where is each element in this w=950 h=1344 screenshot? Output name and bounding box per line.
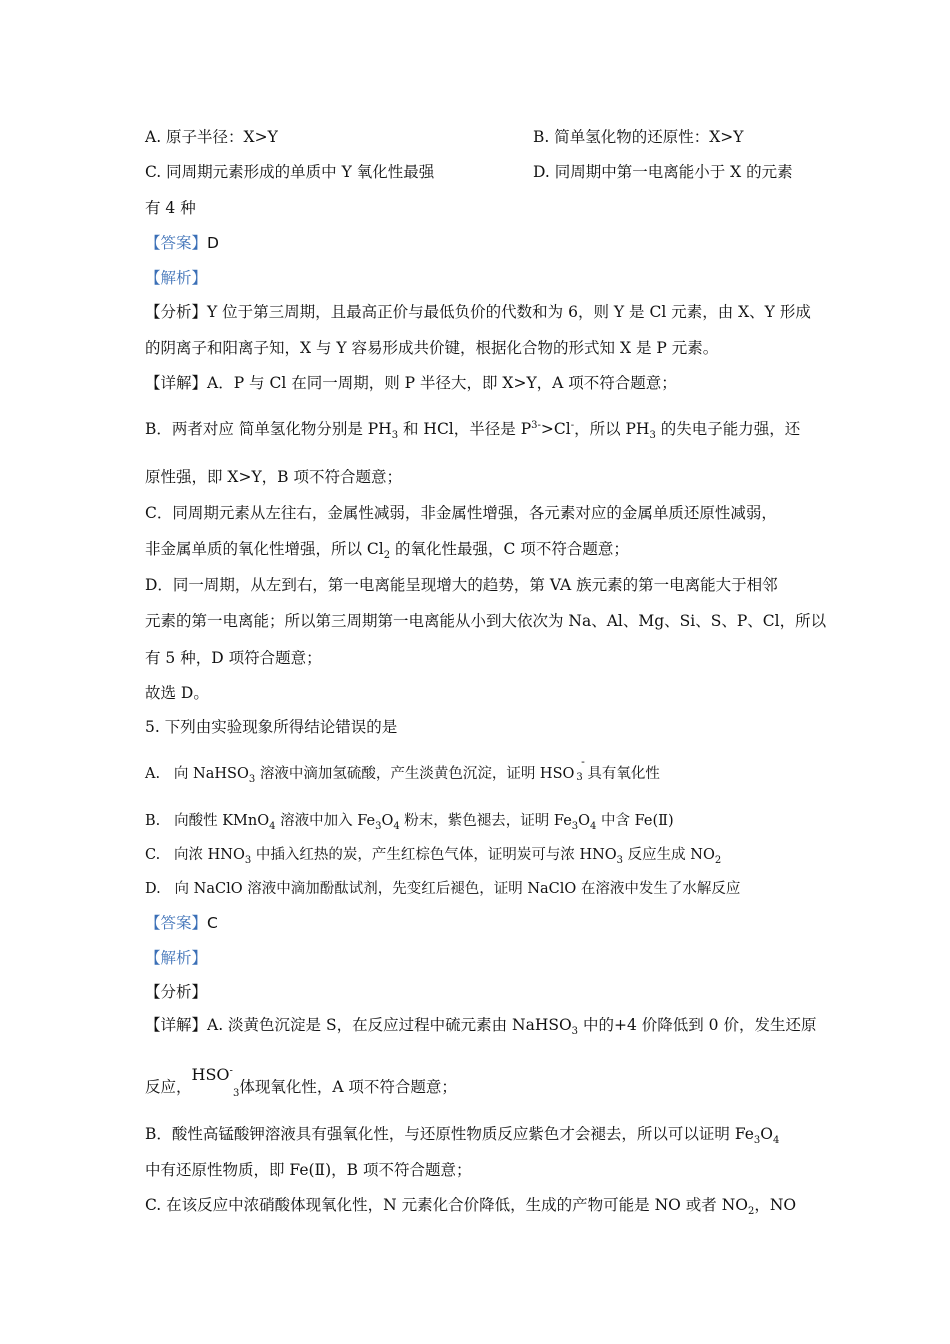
q5-option-d: D. 向 NaClO 溶液中滴加酚酞试剂，先变红后褪色，证明 NaClO 在溶液中发生了水解反应: [145, 881, 741, 897]
q5-detail-c-line-1: C. 在该反应中浓硝酸体现氧化性，N 元素化合价降低，生成的产物可能是 NO 或者 $NO_2$，NO: [145, 1196, 797, 1218]
q5-fenxi: 【分析】: [145, 983, 208, 1001]
q5-detail-b-line-2: 中有还原性物质，即 Fe(Ⅱ)，B 项不符合题意；: [145, 1161, 472, 1179]
q4-detail-d-line-2: 元素的第一电离能；所以第三周期第一电离能从小到大依次为 Na、Al、Mg、Si、S、P、Cl，所以: [145, 612, 827, 630]
q4-option-d: D. 同周期中第一电离能小于 X 的元素: [533, 163, 793, 181]
q4-conclusion: 故选 D。: [145, 684, 209, 702]
hso3-ion: - 3: [576, 755, 585, 783]
hso3-ion-formula: HSO-: [191, 1065, 233, 1084]
q4-answer: 【答案】D: [145, 234, 219, 252]
q4-fenxi-line-1: 【分析】Y 位于第三周期，且最高正价与最低负价的代数和为 6，则 Y 是 Cl 元素，由 X、Y 形成: [145, 303, 811, 321]
q4-detail-d-line-1: D．同一周期，从左到右，第一电离能呈现增大的趋势，第 VA 族元素的第一电离能大于相邻: [145, 576, 778, 594]
q4-detail-b-line-2: 原性强，即 X>Y，B 项不符合题意；: [145, 468, 402, 486]
q5-option-a: A. 向 NaHSO$_3$ 溶液中滴加氢硫酸，产生淡黄色沉淀，证明 HSO - 3 具有氧化性: [145, 764, 660, 788]
q4-option-b: B. 简单氢化物的还原性：X>Y: [533, 128, 744, 146]
q4-option-a: A. 原子半径：X>Y: [145, 128, 278, 146]
q5-detail-a-line-1: 【详解】A. 淡黄色沉淀是 S，在反应过程中硫元素由 NaHSO$_3$ 中的+4 价降低到 0 价，发生还原: [145, 1016, 817, 1038]
q5-question: 5. 下列由实验现象所得结论错误的是: [145, 718, 398, 736]
q4-detail-c-line-1: C．同周期元素从左往右，金属性减弱，非金属性增强，各元素对应的金属单质还原性减弱，: [145, 504, 777, 522]
q5-detail-b-line-1: B．酸性高锰酸钾溶液具有强氧化性，与还原性物质反应紫色才会褪去，所以可以证明 $Fe_3O_4$: [145, 1125, 780, 1147]
q4-option-c: C. 同周期元素形成的单质中 Y 氧化性最强: [145, 163, 435, 181]
q4-detail-a: 【详解】A．P 与 Cl 在同一周期，则 P 半径大，即 X>Y，A 项不符合题意；: [145, 374, 677, 392]
q4-detail-c-line-2: 非金属单质的氧化性增强，所以 $Cl_2$ 的氧化性最强，C 项不符合题意；: [145, 540, 629, 562]
q5-analysis-heading: 【解析】: [145, 949, 208, 967]
q5-option-c: C. 向浓 $HNO_3$ 中插入红热的炭，产生红棕色气体，证明炭可与浓 $HNO_3$ 反应生成 $NO_2$: [145, 847, 722, 866]
q4-detail-b-line-1: B．两者对应 简单氢化物分别是 $PH_3$ 和 HCl，半径是 $P^{3-}>Cl^-$，所以 $PH_3$ 的失电子能力强，还: [145, 419, 801, 442]
q4-option-d-continued: 有 4 种: [145, 199, 196, 217]
q4-detail-d-line-3: 有 5 种，D 项符合题意；: [145, 649, 322, 667]
q4-analysis-heading: 【解析】: [145, 269, 208, 287]
q5-detail-a-line-2: 反应，$HSO^-_3$体现氧化性，A 项不符合题意；: [145, 1065, 457, 1100]
q5-answer: 【答案】C: [145, 914, 218, 932]
q4-fenxi-line-2: 的阴离子和阳离子知，X 与 Y 容易形成共价键，根据化合物的形式知 X 是 P 元素。: [145, 339, 719, 357]
q5-option-b: B. 向酸性 KMnO$_4$ 溶液中加入 $Fe_3O_4$ 粉末，紫色褪去，证明 $Fe_3O_4$ 中含 Fe(Ⅱ): [145, 813, 674, 832]
